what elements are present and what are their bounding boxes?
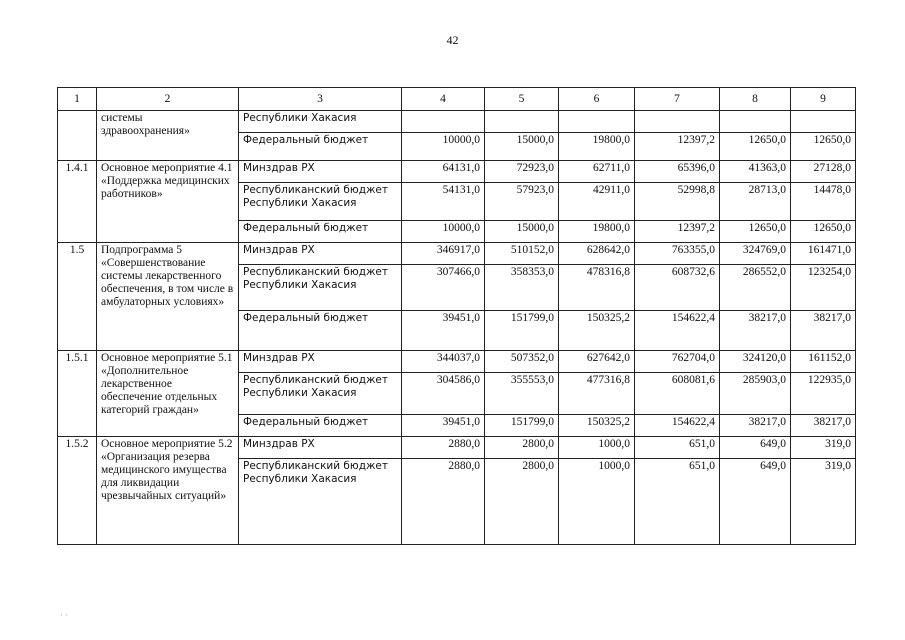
page-number: 42 [446, 33, 459, 47]
amount-cell: 286552,0 [720, 265, 791, 311]
funding-source: Минздрав РХ [239, 243, 402, 265]
funding-source: Минздрав РХ [239, 437, 402, 459]
amount-cell: 358353,0 [485, 265, 559, 311]
amount-cell: 304586,0 [402, 373, 485, 415]
amount-cell: 38217,0 [791, 311, 856, 351]
amount-cell: 627642,0 [559, 351, 635, 373]
column-header: 1 [58, 88, 97, 111]
row-name: системы здравоохранения» [97, 111, 239, 161]
column-header: 2 [97, 88, 239, 111]
funding-source: Республиканский бюджет Республики Хакасия [239, 183, 402, 221]
amount-cell: 651,0 [635, 437, 720, 459]
amount-cell: 2800,0 [485, 459, 559, 545]
column-header: 4 [402, 88, 485, 111]
amount-cell [720, 111, 791, 133]
table-row [58, 111, 856, 133]
amount-cell: 285903,0 [720, 373, 791, 415]
amount-cell: 151799,0 [485, 311, 559, 351]
table-row [58, 161, 856, 183]
amount-cell: 123254,0 [791, 265, 856, 311]
row-name: Подпрограмма 5 «Совершенствование системы лекарственного обеспечения, в том числе в амбулаторных условиях» [97, 243, 239, 351]
funding-source: Республики Хакасия [239, 111, 402, 133]
amount-cell: 344037,0 [402, 351, 485, 373]
amount-cell [402, 111, 485, 133]
amount-cell: 762704,0 [635, 351, 720, 373]
amount-cell: 38217,0 [720, 415, 791, 437]
amount-cell: 39451,0 [402, 415, 485, 437]
amount-cell: 19800,0 [559, 221, 635, 243]
amount-cell: 763355,0 [635, 243, 720, 265]
amount-cell: 346917,0 [402, 243, 485, 265]
amount-cell: 151799,0 [485, 415, 559, 437]
amount-cell: 154622,4 [635, 311, 720, 351]
amount-cell: 15000,0 [485, 221, 559, 243]
amount-cell: 54131,0 [402, 183, 485, 221]
column-header: 3 [239, 88, 402, 111]
amount-cell [559, 111, 635, 133]
amount-cell: 10000,0 [402, 133, 485, 161]
column-header: 7 [635, 88, 720, 111]
amount-cell: 649,0 [720, 459, 791, 545]
amount-cell [635, 111, 720, 133]
row-name: Основное мероприятие 5.2 «Организация резерва медицинского имущества для ликвидации чрезвычайных ситуаций» [97, 437, 239, 545]
row-code [58, 111, 97, 161]
row-code: 1.5.1 [58, 351, 97, 437]
amount-cell: 12397,2 [635, 221, 720, 243]
amount-cell: 15000,0 [485, 133, 559, 161]
amount-cell: 19800,0 [559, 133, 635, 161]
amount-cell: 2880,0 [402, 437, 485, 459]
row-code: 1.5 [58, 243, 97, 351]
column-header: 9 [791, 88, 856, 111]
amount-cell: 64131,0 [402, 161, 485, 183]
amount-cell: 41363,0 [720, 161, 791, 183]
funding-source: Федеральный бюджет [239, 133, 402, 161]
amount-cell: 28713,0 [720, 183, 791, 221]
amount-cell: 14478,0 [791, 183, 856, 221]
funding-source: Федеральный бюджет [239, 415, 402, 437]
amount-cell: 608732,6 [635, 265, 720, 311]
amount-cell: 324769,0 [720, 243, 791, 265]
row-name: Основное мероприятие 5.1 «Дополнительное лекарственное обеспечение отдельных категорий граждан» [97, 351, 239, 437]
table-row [58, 437, 856, 459]
funding-source: Минздрав РХ [239, 351, 402, 373]
amount-cell: 52998,8 [635, 183, 720, 221]
amount-cell: 651,0 [635, 459, 720, 545]
amount-cell: 65396,0 [635, 161, 720, 183]
amount-cell: 38217,0 [791, 415, 856, 437]
amount-cell: 39451,0 [402, 311, 485, 351]
amount-cell: 477316,8 [559, 373, 635, 415]
table-body [58, 111, 856, 545]
funding-source: Минздрав РХ [239, 161, 402, 183]
amount-cell: 319,0 [791, 437, 856, 459]
amount-cell: 478316,8 [559, 265, 635, 311]
amount-cell: 57923,0 [485, 183, 559, 221]
amount-cell [791, 111, 856, 133]
header-row [58, 88, 856, 111]
amount-cell: 12650,0 [791, 133, 856, 161]
funding-source: Федеральный бюджет [239, 221, 402, 243]
table-row [58, 351, 856, 373]
amount-cell: 154622,4 [635, 415, 720, 437]
amount-cell: 62711,0 [559, 161, 635, 183]
row-code: 1.5.2 [58, 437, 97, 545]
amount-cell: 72923,0 [485, 161, 559, 183]
amount-cell: 2880,0 [402, 459, 485, 545]
scan-specks: · · [60, 610, 69, 620]
amount-cell: 324120,0 [720, 351, 791, 373]
row-code: 1.4.1 [58, 161, 97, 243]
amount-cell: 38217,0 [720, 311, 791, 351]
amount-cell: 307466,0 [402, 265, 485, 311]
amount-cell: 608081,6 [635, 373, 720, 415]
amount-cell [485, 111, 559, 133]
amount-cell: 42911,0 [559, 183, 635, 221]
amount-cell: 12397,2 [635, 133, 720, 161]
amount-cell: 122935,0 [791, 373, 856, 415]
amount-cell: 1000,0 [559, 437, 635, 459]
amount-cell: 628642,0 [559, 243, 635, 265]
amount-cell: 161471,0 [791, 243, 856, 265]
amount-cell: 355553,0 [485, 373, 559, 415]
table-row [58, 243, 856, 265]
amount-cell: 161152,0 [791, 351, 856, 373]
amount-cell: 510152,0 [485, 243, 559, 265]
column-header: 5 [485, 88, 559, 111]
amount-cell: 1000,0 [559, 459, 635, 545]
row-name: Основное мероприятие 4.1 «Поддержка медицинских работников» [97, 161, 239, 243]
amount-cell: 150325,2 [559, 311, 635, 351]
amount-cell: 12650,0 [720, 133, 791, 161]
column-header: 6 [559, 88, 635, 111]
funding-source: Республиканский бюджет Республики Хакасия [239, 373, 402, 415]
amount-cell: 12650,0 [791, 221, 856, 243]
amount-cell: 507352,0 [485, 351, 559, 373]
amount-cell: 150325,2 [559, 415, 635, 437]
funding-source: Республиканский бюджет Республики Хакасия [239, 265, 402, 311]
amount-cell: 649,0 [720, 437, 791, 459]
column-header: 8 [720, 88, 791, 111]
budget-table [57, 87, 856, 545]
funding-source: Федеральный бюджет [239, 311, 402, 351]
amount-cell: 10000,0 [402, 221, 485, 243]
amount-cell: 27128,0 [791, 161, 856, 183]
funding-source: Республиканский бюджет Республики Хакасия [239, 459, 402, 545]
amount-cell: 319,0 [791, 459, 856, 545]
amount-cell: 12650,0 [720, 221, 791, 243]
amount-cell: 2800,0 [485, 437, 559, 459]
